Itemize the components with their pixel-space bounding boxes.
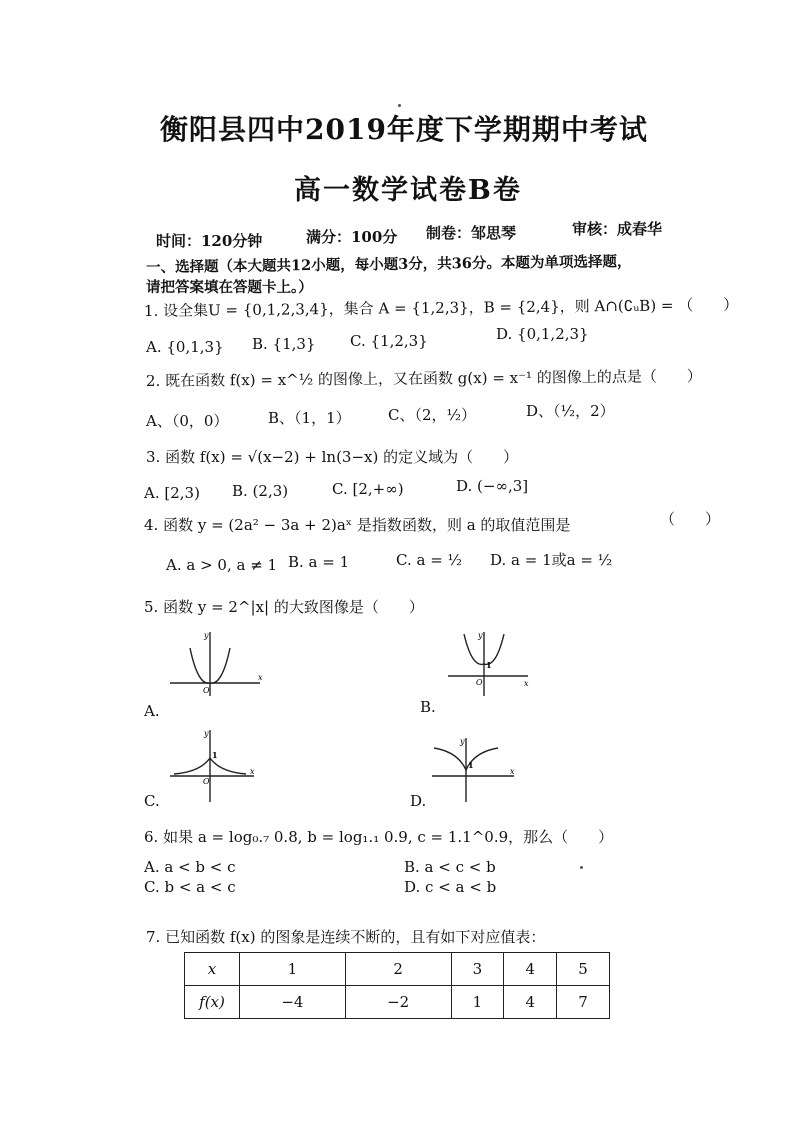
graph-c-one-label: 1 xyxy=(212,750,218,760)
graph-d-one-label: 1 xyxy=(468,760,474,770)
q2-option-c: C、（2，½） xyxy=(388,406,477,424)
q3-option-d: D. (−∞,3] xyxy=(456,477,529,495)
graph-c-x-label: x xyxy=(250,767,255,776)
table-cell: 4 xyxy=(504,953,557,986)
q7-stem: 7. 已知函数 f(x) 的图象是连续不断的，且有如下对应值表： xyxy=(146,928,546,946)
graph-d-y-label: y xyxy=(460,737,465,746)
exam-title: 衡阳县四中2019年度下学期期中考试 xyxy=(160,113,648,146)
graph-a-y-label: y xyxy=(204,631,209,640)
table-cell: −4 xyxy=(240,986,346,1019)
meta-time: 时间：120分钟 xyxy=(156,232,263,250)
q5-stem: 5. 函数 y = 2^|x| 的大致图像是（ ） xyxy=(144,598,424,616)
table-cell: 2 xyxy=(345,953,451,986)
q2-option-b: B、（1，1） xyxy=(268,409,351,427)
graph-b xyxy=(448,628,538,698)
table-cell: 1 xyxy=(240,953,346,986)
table-cell: 4 xyxy=(504,986,557,1019)
q4-stem: 4. 函数 y = (2a² − 3a + 2)aˣ 是指数函数，则 a 的取值范围是 xyxy=(144,516,571,534)
q3-option-c: C. [2,+∞) xyxy=(332,480,404,498)
table-cell: x xyxy=(185,953,240,986)
graph-a-x-label: x xyxy=(258,673,263,682)
table-cell: f(x) xyxy=(185,986,240,1019)
q5-option-a: A. xyxy=(144,702,160,720)
q3-option-b: B. (2,3) xyxy=(232,482,289,500)
q2-option-a: A、（0，0） xyxy=(146,412,229,430)
q1-option-a: A. {0,1,3} xyxy=(146,338,224,356)
value-table xyxy=(184,952,610,1019)
scan-speck xyxy=(398,104,401,107)
graph-b-origin-label: O xyxy=(476,678,483,687)
q4-option-d: D. a = 1或a = ½ xyxy=(490,551,613,569)
graph-d xyxy=(430,736,520,804)
q5-option-d: D. xyxy=(410,792,427,810)
section-heading-2: 请把答案填在答题卡上。） xyxy=(146,279,313,296)
q2-stem: 2. 既在函数 f(x) = x^½ 的图像上，又在函数 g(x) = x⁻¹ 的图像上的点是（ ） xyxy=(145,367,702,390)
meta-review: 审核：成春华 xyxy=(572,220,663,238)
q6-stem: 6. 如果 a = log₀.₇ 0.8, b = log₁.₁ 0.9, c = 1.1^0.9，那么（ ） xyxy=(144,828,614,846)
q1-option-d: D. {0,1,2,3} xyxy=(496,325,589,343)
table-cell: 1 xyxy=(451,986,504,1019)
q1-option-b: B. {1,3} xyxy=(252,335,316,353)
q6-option-a: A. a < b < c xyxy=(144,858,236,876)
graph-d-x-label: x xyxy=(510,767,515,776)
q5-option-c: C. xyxy=(144,792,160,810)
graph-c xyxy=(170,728,260,804)
graph-c-y-label: y xyxy=(204,729,209,738)
table-cell: 7 xyxy=(557,986,610,1019)
scan-speck-2 xyxy=(580,866,583,869)
graph-b-y-label: y xyxy=(478,631,483,640)
meta-maker: 制卷：邹思琴 xyxy=(426,224,517,242)
section-heading: 一、选择题（本大题共12小题，每小题3分，共36分。本题为单项选择题， xyxy=(145,253,632,276)
q4-option-c: C. a = ½ xyxy=(396,551,463,569)
q4-option-b: B. a = 1 xyxy=(288,553,350,571)
graph-b-x-label: x xyxy=(524,679,529,688)
q1-option-c: C. {1,2,3} xyxy=(350,332,428,350)
q6-option-d: D. c < a < b xyxy=(404,878,497,896)
meta-score: 满分：100分 xyxy=(306,228,398,246)
table-row xyxy=(185,953,610,986)
graph-b-one-label: 1 xyxy=(486,660,492,670)
q5-option-b: B. xyxy=(420,698,436,716)
graph-c-origin-label: O xyxy=(203,777,210,786)
q3-option-a: A. [2,3) xyxy=(144,484,200,502)
q6-option-c: C. b < a < c xyxy=(144,878,236,896)
table-row xyxy=(185,986,610,1019)
q4-option-a: A. a > 0, a ≠ 1 xyxy=(166,556,278,574)
q4-answer-paren: （ ） xyxy=(660,510,721,528)
q3-stem: 3. 函数 f(x) = √(x−2) + ln(3−x) 的定义域为（ ） xyxy=(146,448,519,466)
q2-option-d: D、（½，2） xyxy=(526,402,615,420)
table-cell: 3 xyxy=(451,953,504,986)
graph-a-origin-label: O xyxy=(203,686,210,695)
table-cell: −2 xyxy=(345,986,451,1019)
graph-a xyxy=(168,628,268,698)
q6-option-b: B. a < c < b xyxy=(404,858,496,876)
exam-subtitle: 高一数学试卷B卷 xyxy=(294,175,522,206)
table-cell: 5 xyxy=(557,953,610,986)
q1-stem: 1. 设全集U = {0,1,2,3,4}，集合 A = {1,2,3}，B = {2,4}，则 A∩(∁ᵤB) = （ ） xyxy=(143,295,739,320)
